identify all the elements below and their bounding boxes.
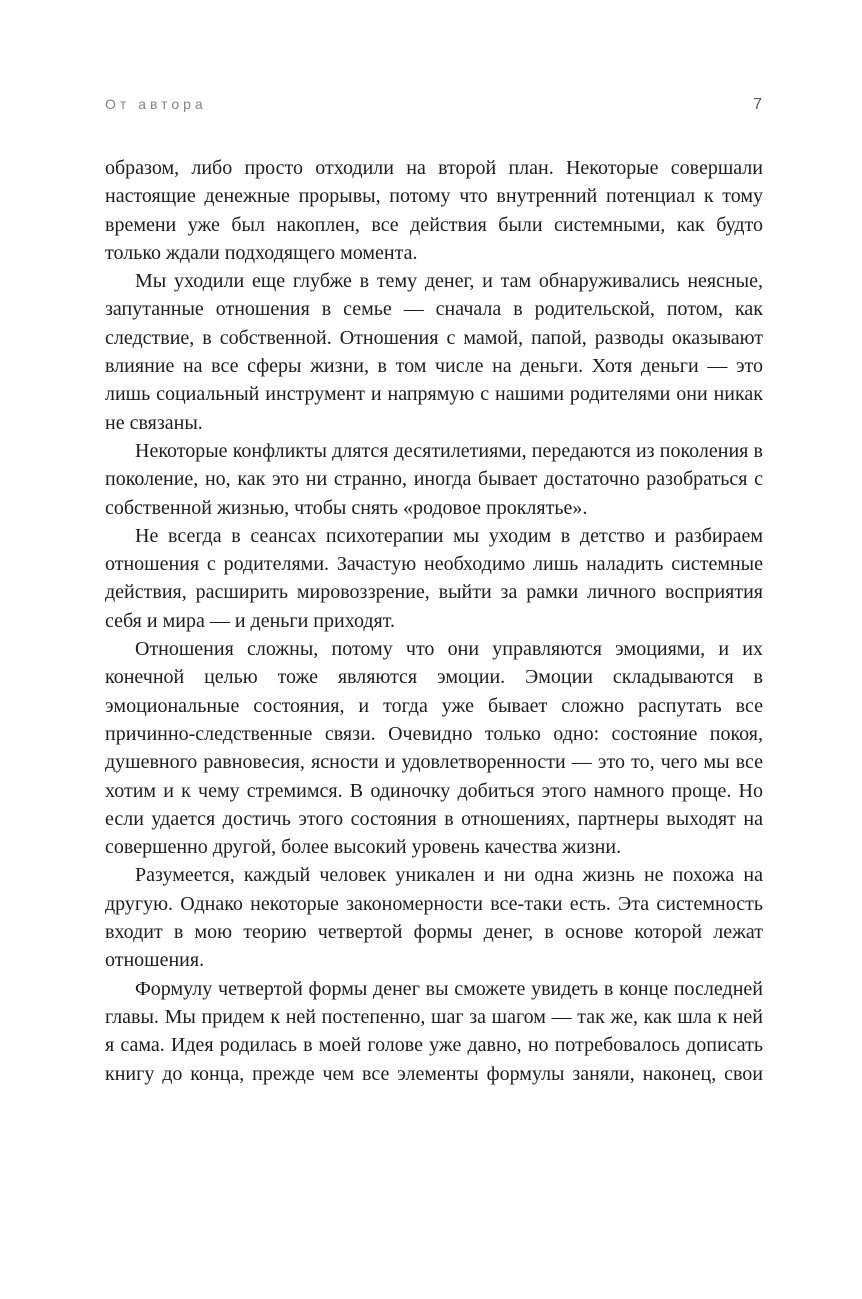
paragraph: Мы уходили еще глубже в тему денег, и там обнаруживались неясные, запутанные отношения в семье — сначала в родительской, потом, как следствие, в собственной. Отношения с мамой, папой, разводы оказывают влияние на все сферы жизни, в том числе на деньги. Хотя деньги — это лишь социальный инструмент и напрямую с нашими родителями они никак не связаны. (105, 270, 763, 434)
page-header (105, 96, 763, 114)
paragraph: Отношения сложны, потому что они управляются эмоциями, и их конечной целью тоже являются эмоции. Эмоции складываются в эмоциональные состояния, и тогда уже бывает сложно распутать все причинно-следственные связи. Очевидно только одно: состояние покоя, душевного равновесия, ясности и удовлетворенности — это то, чего мы все хотим и к чему стремимся. В одиночку добиться этого намного проще. Но если удается достичь этого состояния в отношениях, партнеры выходят на совершенно другой, более высокий уровень качества жизни. (105, 638, 763, 859)
paragraph: образом, либо просто отходили на второй план. Некоторые совершали настоящие денежные прорывы, потому что внутренний потенциал к тому времени уже был накоплен, все действия были системными, как будто только ждали подходящего момента. (105, 157, 763, 264)
paragraph: Не всегда в сеансах психотерапии мы уходим в детство и разбираем отношения с родителями. Зачастую необходимо лишь наладить системные действия, расширить мировоззрение, выйти за рамки личного восприятия себя и мира — и деньги приходят. (105, 524, 763, 632)
page-body (105, 154, 763, 1088)
paragraph: Формулу четвертой формы денег вы сможете увидеть в конце последней главы. Мы придем к ней постепенно, шаг за шагом — так же, как шла к ней я сама. Идея родилась в моей голове уже давно, но потребовалось дописать книгу до конца, прежде чем все элементы формулы заняли, наконец, свои (105, 977, 763, 1085)
paragraph: Разумеется, каждый человек уникален и ни одна жизнь не похожа на другую. Однако некоторые закономерности все-таки есть. Эта системность входит в мою теорию четвертой формы денег, в основе которой лежат отношения. (105, 864, 763, 972)
running-head: От автора (105, 96, 207, 112)
paragraph: Некоторые конфликты длятся десятилетиями, передаются из поколения в поколение, но, как это ни странно, иногда бывает достаточно разобраться с собственной жизнью, чтобы снять «родовое проклятье». (105, 439, 763, 519)
page-number: 7 (753, 96, 763, 113)
